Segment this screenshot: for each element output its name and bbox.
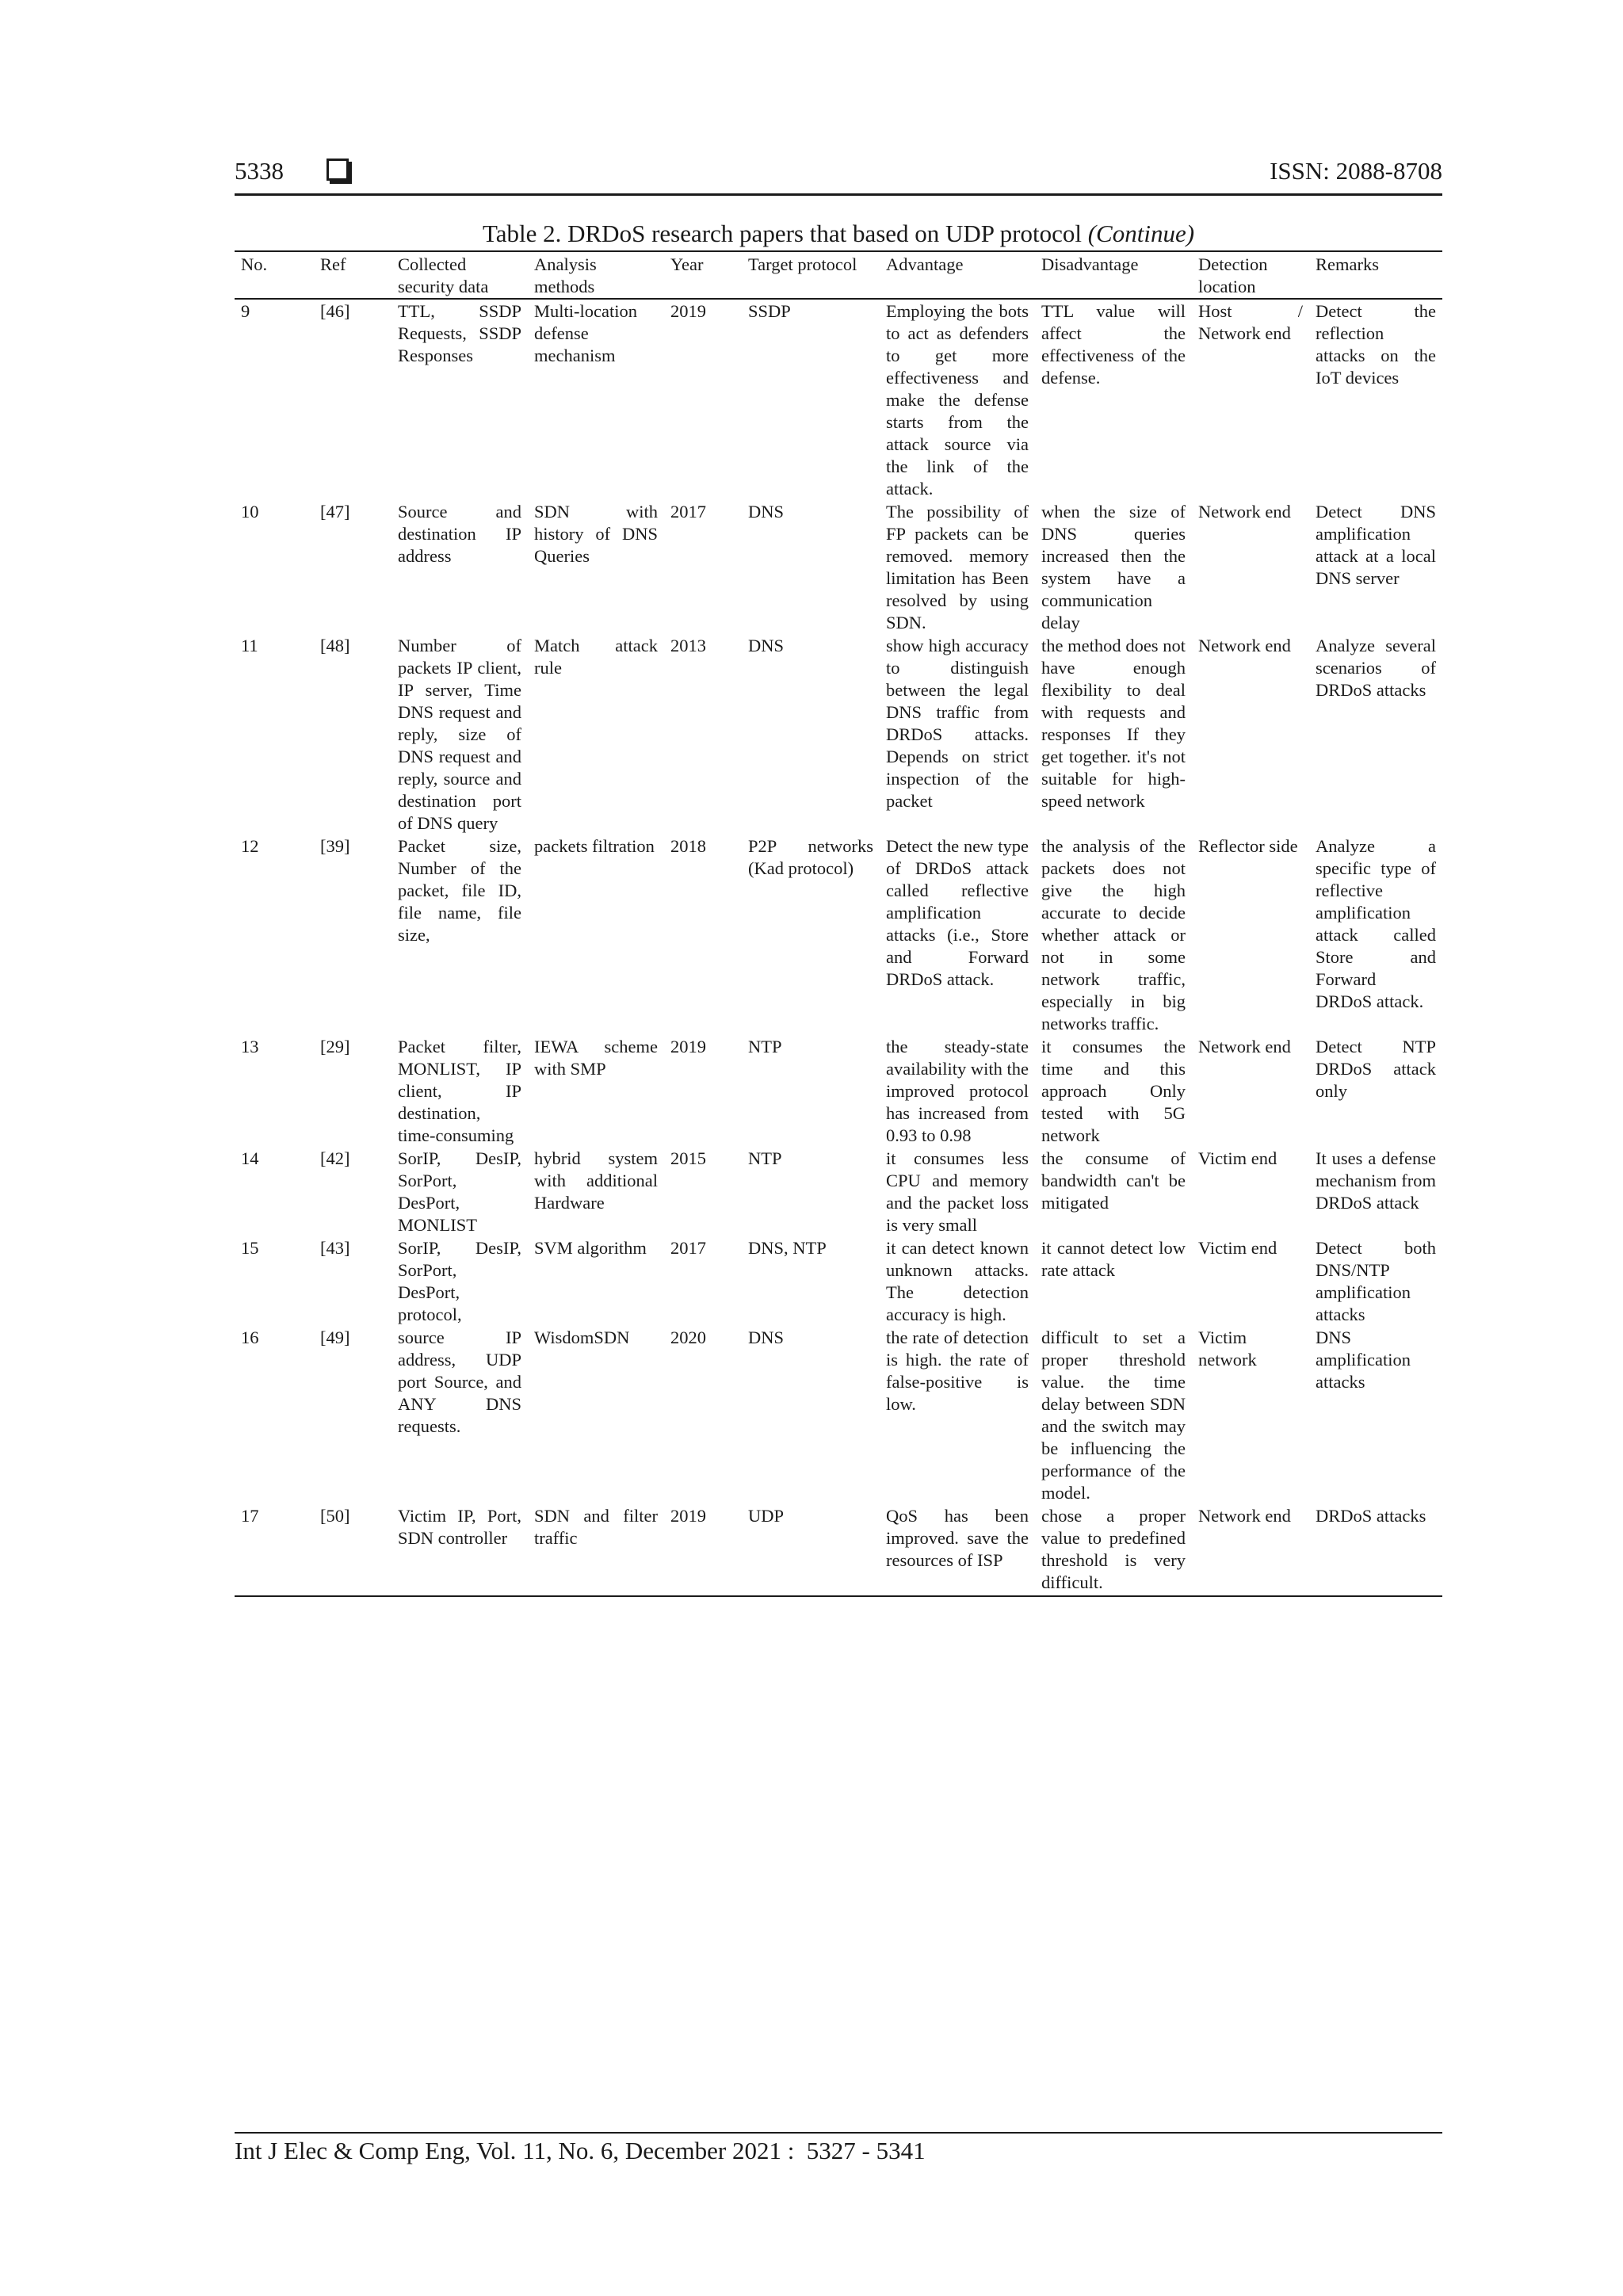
cell-ref: [50] <box>314 1504 391 1596</box>
cell-advantage: Detect the new type of DRDoS attack called reflective amplification attacks (i.e., Store and Forward DRDoS attack. <box>886 836 1029 989</box>
header-rule <box>235 193 1442 196</box>
cell-collected-security-data: TTL, SSDP Requests, SSDP Responses <box>398 301 521 365</box>
cell-advantage: it can detect known unknown attacks. The detection accuracy is high. <box>886 1238 1029 1324</box>
cell-analysis-methods: packets filtration <box>534 836 655 856</box>
cell-target-protocol: DNS <box>748 1328 785 1347</box>
cell-disadvantage: it cannot detect low rate attack <box>1041 1238 1186 1280</box>
cell-target-protocol: DNS, NTP <box>748 1238 827 1258</box>
column-header-year: Year <box>664 251 742 299</box>
cell-collected-security-data: SorIP, DesIP, SorPort, DesPort, MONLIST <box>398 1148 521 1235</box>
cell-ref: [42] <box>320 1148 350 1168</box>
cell-year: 2019 <box>670 1037 706 1056</box>
cell-collected-security-data: Source and destination IP address <box>398 502 521 566</box>
cell-no: 13 <box>241 1037 259 1056</box>
cell-analysis-methods: SDN with history of DNS Queries <box>534 502 658 566</box>
table-row <box>235 1236 1442 1326</box>
cell-remarks: Detect both DNS/NTP amplification attacks <box>1316 1238 1436 1324</box>
cell-advantage: show high accuracy to distinguish between the legal DNS traffic from DRDoS attacks. Depends on strict inspection of the packet <box>886 636 1029 811</box>
cell-disadvantage: difficult to set a proper threshold value. the time delay between SDN and the switch may be influencing the performance of the model. <box>1041 1328 1186 1503</box>
table-caption <box>235 220 1442 248</box>
cell-advantage: the rate of detection is high. the rate of false-positive is low. <box>886 1328 1029 1414</box>
cell-year: 2019 <box>670 301 706 321</box>
cell-advantage: it consumes less CPU and memory and the packet loss is very small <box>886 1148 1029 1235</box>
cell-detection-location: Network end <box>1198 1037 1291 1056</box>
cell-analysis-methods: WisdomSDN <box>534 1328 630 1347</box>
cell-remarks: Detect the reflection attacks on the IoT devices <box>1316 301 1436 388</box>
cell-year: 2017 <box>670 1238 706 1258</box>
cell-disadvantage: when the size of DNS queries increased then the system have a communication delay <box>1041 502 1186 632</box>
cell-analysis-methods: hybrid system with additional Hardware <box>534 1148 658 1213</box>
column-header-detection-location: Detection location <box>1192 251 1309 299</box>
table-container <box>235 250 1442 1597</box>
cell-ref: [39] <box>320 836 350 856</box>
cell-year: 2019 <box>664 1504 742 1596</box>
cell-detection-location: Network end <box>1198 502 1291 521</box>
issn: ISSN: 2088-8708 <box>1270 157 1442 185</box>
column-header-disadvantage: Disadvantage <box>1035 251 1192 299</box>
cell-detection-location: Network end <box>1192 1504 1309 1596</box>
cell-year: 2018 <box>670 836 706 856</box>
cell-ref: [29] <box>320 1037 350 1056</box>
cell-analysis-methods: Multi-location defense mechanism <box>534 301 637 365</box>
cell-remarks: Analyze several scenarios of DRDoS attacks <box>1316 636 1436 700</box>
cell-disadvantage: the analysis of the packets does not give the high accurate to decide whether attack or not in some network traffic, especially in big networks traffic. <box>1041 836 1186 1033</box>
cell-target-protocol: NTP <box>748 1037 782 1056</box>
cell-no: 12 <box>241 836 259 856</box>
cell-year: 2017 <box>670 502 706 521</box>
cell-detection-location: Victim network <box>1198 1328 1257 1370</box>
cell-target-protocol: DNS <box>748 636 785 655</box>
column-header-ref: Ref <box>314 251 391 299</box>
cell-target-protocol: SSDP <box>748 301 791 321</box>
cell-disadvantage: it consumes the time and this approach Only tested with 5G network <box>1041 1037 1186 1145</box>
table-row <box>235 500 1442 634</box>
column-header-collected-security-data: Collected security data <box>391 251 528 299</box>
cell-collected-security-data: SorIP, DesIP, SorPort, DesPort, protocol, <box>398 1238 521 1324</box>
cell-target-protocol: DNS <box>748 502 785 521</box>
cell-no: 11 <box>241 636 258 655</box>
cell-no: 16 <box>241 1328 259 1347</box>
cell-year: 2015 <box>670 1148 706 1168</box>
column-header-advantage: Advantage <box>880 251 1035 299</box>
cell-no: 15 <box>241 1238 259 1258</box>
page-number: 5338 <box>235 157 284 185</box>
cell-advantage: QoS has been improved. save the resources of ISP <box>880 1504 1035 1596</box>
table-row <box>235 835 1442 1035</box>
table-caption-text: Table 2. DRDoS research papers that based on UDP protocol <box>482 220 1082 247</box>
cell-collected-security-data: source IP address, UDP port Source, and ANY DNS requests. <box>398 1328 521 1436</box>
cell-collected-security-data: Packet size, Number of the packet, file ID, file name, file size, <box>398 836 521 945</box>
cell-no: 17 <box>235 1504 314 1596</box>
drdos-papers-table <box>235 250 1442 1597</box>
cell-detection-location: Victim end <box>1198 1238 1277 1258</box>
cell-remarks: DNS amplification attacks <box>1316 1328 1411 1392</box>
cell-year: 2013 <box>670 636 706 655</box>
journal-citation: Int J Elec & Comp Eng, Vol. 11, No. 6, December 2021 : 5327 - 5341 <box>235 2137 926 2164</box>
table-row <box>235 1147 1442 1236</box>
cell-advantage: Employing the bots to act as defenders to get more effectiveness and make the defense starts from the attack source via the link of the attack. <box>886 301 1029 499</box>
cell-no: 9 <box>241 301 250 321</box>
table-header-row <box>235 251 1442 299</box>
cell-target-protocol: UDP <box>742 1504 880 1596</box>
table-caption-continue: (Continue) <box>1087 220 1195 247</box>
column-header-no: No. <box>235 251 314 299</box>
cell-detection-location: Reflector side <box>1198 836 1298 856</box>
table-row <box>235 1504 1442 1596</box>
cell-disadvantage: TTL value will affect the effectiveness of the defense. <box>1041 301 1186 388</box>
cell-advantage: The possibility of FP packets can be removed. memory limitation has Been resolved by using SDN. <box>886 502 1029 632</box>
cell-disadvantage: the method does not have enough flexibility to deal with requests and responses If they get together. it's not suitable for high-speed network <box>1041 636 1186 811</box>
column-header-remarks: Remarks <box>1309 251 1442 299</box>
square-bullet-icon <box>327 159 349 181</box>
cell-detection-location: Victim end <box>1198 1148 1277 1168</box>
cell-year: 2020 <box>670 1328 706 1347</box>
table-row <box>235 634 1442 835</box>
cell-no: 14 <box>241 1148 259 1168</box>
cell-ref: [47] <box>320 502 350 521</box>
cell-collected-security-data: Victim IP, Port, SDN controller <box>391 1504 528 1596</box>
cell-target-protocol: P2P networks (Kad protocol) <box>748 836 873 878</box>
cell-analysis-methods: SVM algorithm <box>534 1238 647 1258</box>
cell-remarks: Detect DNS amplification attack at a local DNS server <box>1316 502 1436 588</box>
cell-collected-security-data: Packet filter, MONLIST, IP client, IP destination, time-consuming <box>398 1037 521 1145</box>
footer-rule <box>235 2132 1442 2134</box>
cell-ref: [49] <box>320 1328 350 1347</box>
cell-ref: [46] <box>320 301 350 321</box>
table-row <box>235 299 1442 500</box>
cell-collected-security-data: Number of packets IP client, IP server, Time DNS request and reply, size of DNS request and reply, source and destination port of DNS query <box>398 636 521 833</box>
cell-advantage: the steady-state availability with the improved protocol has increased from 0.93 to 0.98 <box>886 1037 1029 1145</box>
cell-no: 10 <box>241 502 259 521</box>
table-row <box>235 1035 1442 1147</box>
cell-detection-location: Network end <box>1198 636 1291 655</box>
cell-remarks: It uses a defense mechanism from DRDoS attack <box>1316 1148 1436 1213</box>
cell-analysis-methods: SDN and filter traffic <box>528 1504 664 1596</box>
cell-ref: [43] <box>320 1238 350 1258</box>
column-header-target-protocol: Target protocol <box>742 251 880 299</box>
cell-ref: [48] <box>320 636 350 655</box>
cell-disadvantage: the consume of bandwidth can't be mitigated <box>1041 1148 1186 1213</box>
cell-remarks: Analyze a specific type of reflective amplification attack called Store and Forward DRDoS attack. <box>1316 836 1436 1011</box>
cell-remarks: DRDoS attacks <box>1309 1504 1442 1596</box>
cell-disadvantage: chose a proper value to predefined threshold is very difficult. <box>1035 1504 1192 1596</box>
column-header-analysis-methods: Analysis methods <box>528 251 664 299</box>
cell-analysis-methods: Match attack rule <box>534 636 658 678</box>
cell-analysis-methods: IEWA scheme with SMP <box>534 1037 658 1079</box>
cell-detection-location: Host / Network end <box>1198 301 1303 343</box>
cell-target-protocol: NTP <box>748 1148 782 1168</box>
table-row <box>235 1326 1442 1504</box>
cell-remarks: Detect NTP DRDoS attack only <box>1316 1037 1436 1101</box>
